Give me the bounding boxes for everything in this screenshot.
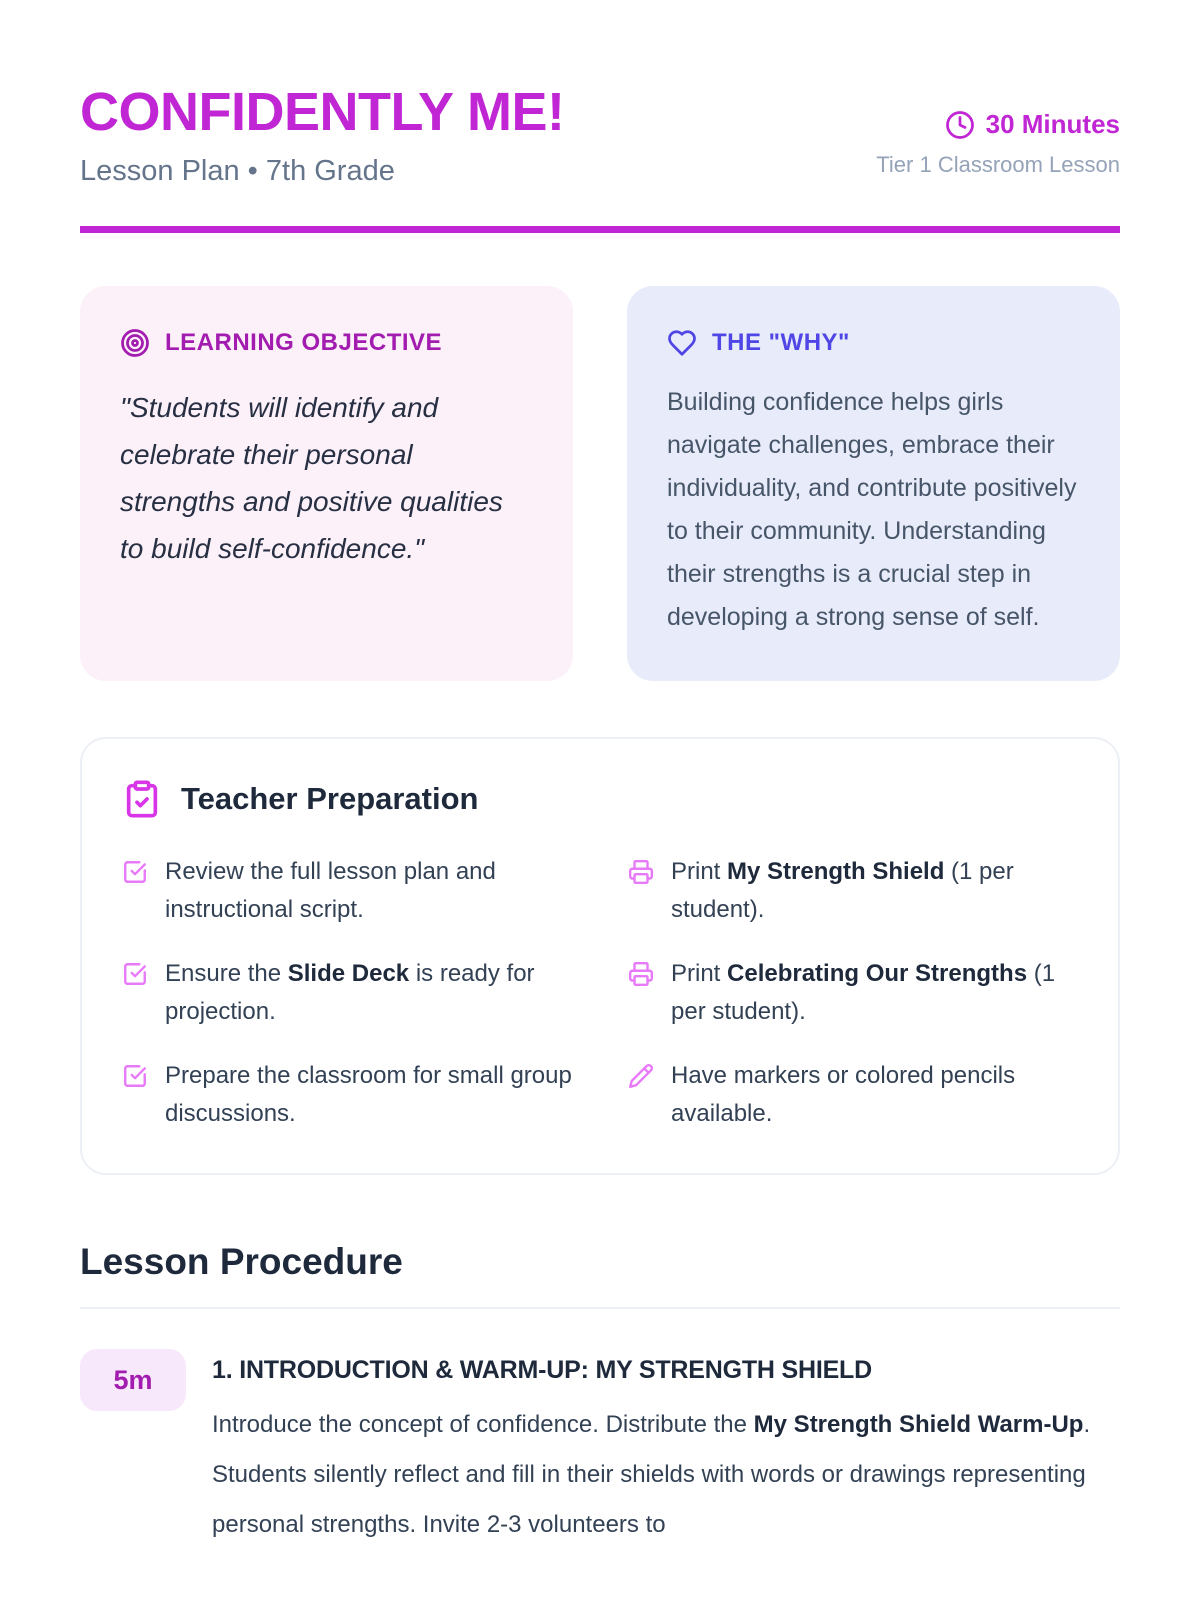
header: [80, 82, 1120, 188]
printer-icon: [628, 961, 654, 1031]
step-duration-badge: 5m: [80, 1349, 186, 1411]
prep-item-text: Have markers or colored pencils available.: [671, 1062, 1016, 1127]
learning-objective-title: LEARNING OBJECTIVE: [165, 329, 443, 356]
checkbox-icon: [122, 961, 148, 1031]
target-icon: [120, 328, 150, 358]
clipboard-check-icon: [122, 779, 162, 819]
duration-label: 30 Minutes: [985, 109, 1120, 139]
why-title: THE "WHY": [712, 329, 850, 356]
prep-item-classroom: [122, 1057, 572, 1133]
step-text: Introduce the concept of confidence. Distribute the My Strength Shield Warm-Up. Students silently reflect and fill in their shields with words or drawings representing personal strengths. Invite 2-3 volunteers to: [212, 1411, 1091, 1538]
prep-item-text: Review the full lesson plan and instructional script.: [165, 858, 496, 923]
learning-objective-header: [120, 328, 533, 358]
prep-item-review: [122, 853, 572, 929]
page-title: CONFIDENTLY ME!: [80, 82, 565, 142]
header-left: [80, 82, 565, 188]
pencil-icon: [628, 1063, 654, 1133]
prep-item-text: Print My Strength Shield (1 per student).: [671, 858, 1014, 923]
prep-item-text: Print Celebrating Our Strengths (1 per student).: [671, 960, 1056, 1025]
printer-icon: [628, 859, 654, 929]
teacher-preparation-title: Teacher Preparation: [181, 781, 479, 816]
summary-cards: [80, 286, 1120, 681]
prep-item-slide-deck: [122, 955, 572, 1031]
clock-icon: [945, 110, 975, 140]
why-text: Building confidence helps girls navigate challenges, embrace their individuality, and contribute positively to their community. Understanding their strengths is a crucial step in developing a strong sense of self.: [667, 388, 1077, 631]
why-card: [627, 286, 1120, 681]
step-content: [212, 1349, 1120, 1550]
learning-objective-text: "Students will identify and celebrate their personal strengths and positive qualities to build self-confidence.": [120, 392, 503, 564]
checkbox-icon: [122, 859, 148, 929]
tier-label: Tier 1 Classroom Lesson: [876, 152, 1120, 177]
lesson-procedure-title: Lesson Procedure: [80, 1241, 403, 1282]
accent-divider: [80, 226, 1120, 233]
teacher-preparation-card: [80, 737, 1120, 1175]
learning-objective-card: [80, 286, 573, 681]
prep-item-print-shield: [628, 853, 1078, 929]
lesson-procedure-divider: [80, 1307, 1120, 1309]
procedure-step-1: [80, 1349, 1120, 1550]
heart-icon: [667, 328, 697, 358]
prep-item-print-celebrating: [628, 955, 1078, 1031]
prep-item-text: Prepare the classroom for small group discussions.: [165, 1062, 572, 1127]
step-title: 1. INTRODUCTION & WARM-UP: MY STRENGTH SHIELD: [212, 1356, 872, 1384]
teacher-preparation-header: [122, 779, 1078, 819]
duration-row: [876, 109, 1120, 140]
checkbox-icon: [122, 1063, 148, 1133]
page-subtitle: Lesson Plan • 7th Grade: [80, 155, 395, 187]
prep-item-markers: [628, 1057, 1078, 1133]
header-meta: [876, 85, 1120, 178]
why-header: [667, 328, 1080, 358]
preparation-checklist: [122, 853, 1078, 1133]
prep-item-text: Ensure the Slide Deck is ready for projection.: [165, 960, 535, 1025]
